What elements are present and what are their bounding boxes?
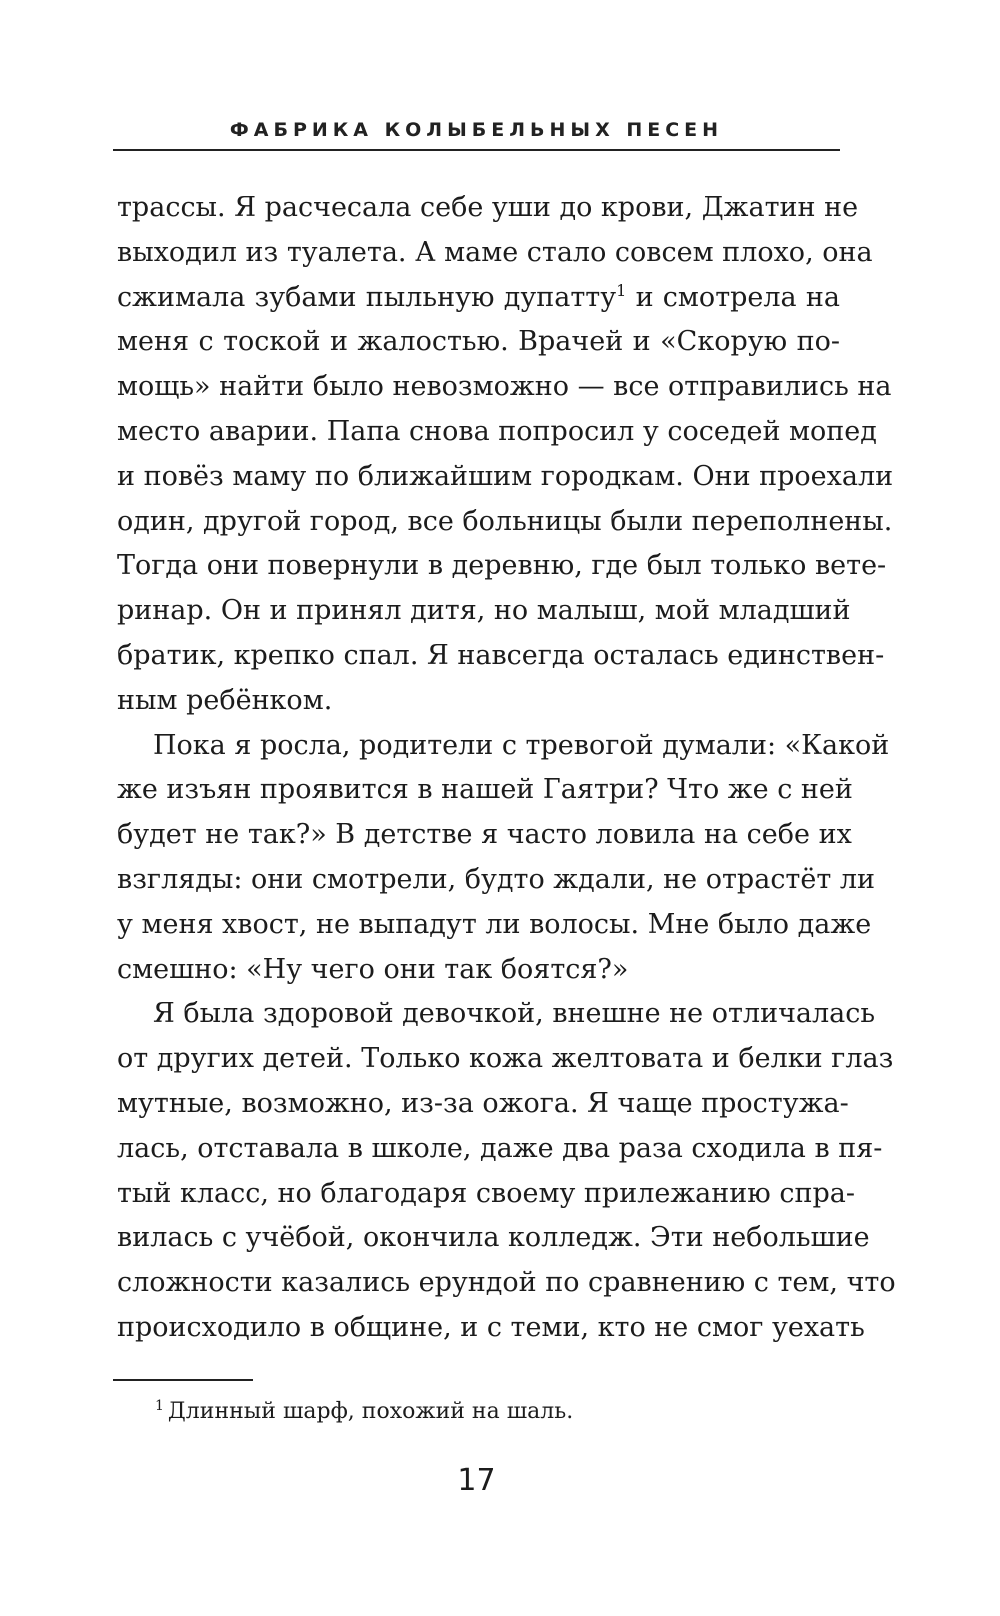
text-line: будет не так?» В детстве я часто ловила на себе их [117,819,852,851]
text-line: и повёз маму по ближайшим городкам. Они проехали [117,460,894,492]
text-line: выходил из туалета. А маме стало совсем плохо, она [117,236,873,268]
text-line: место аварии. Папа снова попросил у соседей мопед [117,415,877,447]
text-line: трассы. Я расчесала себе уши до крови, Джатин не [117,192,859,223]
text-line: сложности казались ерундой по сравнению с тем, что [117,1267,896,1299]
text-line: тый класс, но благодаря своему прилежанию спра- [117,1177,855,1209]
text-line: взгляды: они смотрели, будто ждали, не отрастёт ли [117,863,876,895]
footnote-number: 1 [155,1397,164,1414]
running-title: ФАБРИКА КОЛЫБЕЛЬНЫХ ПЕСЕН [229,119,724,141]
text-line: вилась с учёбой, окончила колледж. Эти небольшие [117,1222,870,1254]
text-line: братик, крепко спал. Я навсегда осталась единствен- [117,639,885,671]
text-line: происходило в общине, и с теми, кто не смог уехать [117,1311,865,1343]
text-line: от других детей. Только кожа желтовата и белки глаз [117,1043,894,1075]
footnote-text: Длинный шарф, похожий на шаль. [167,1399,574,1424]
text-line: Я была здоровой девочкой, внешне не отличалась [153,998,876,1030]
text-line: меня с тоской и жалостью. Врачей и «Скорую по- [117,326,840,358]
text-line [117,276,840,321]
text-line: же изъян проявится в нашей Гаятри? Что же с ней [117,774,853,806]
footnote-reference[interactable]: 1 [616,280,627,300]
text-line: мутные, возможно, из-за ожога. Я чаще простужа- [117,1087,849,1119]
text-line: лась, отставала в школе, даже два раза сходила в пя- [117,1132,883,1164]
text-line: мощь» найти было невозможно — все отправились на [117,371,892,403]
header-rule [113,149,840,151]
text-line-part: сжимала зубами пыльную дупатту [117,281,617,313]
text-line: ным ребёнком. [117,684,333,716]
text-line-part: и смотрела на [635,281,840,313]
text-line: смешно: «Ну чего они так боятся?» [117,953,629,985]
text-line: Пока я росла, родители с тревогой думали: «Какой [153,729,890,761]
footnote-rule [113,1379,253,1381]
text-line: ринар. Он и принял дитя, но малыш, мой младший [117,595,851,627]
text-line: Тогда они повернули в деревню, где был только вете- [117,550,887,582]
page-number: 17 [457,1463,496,1498]
body-text [117,186,896,1351]
text-line: у меня хвост, не выпадут ли волосы. Мне было даже [117,908,872,940]
footnote [155,1397,855,1427]
text-line: один, другой город, все больницы были переполнены. [117,505,893,537]
